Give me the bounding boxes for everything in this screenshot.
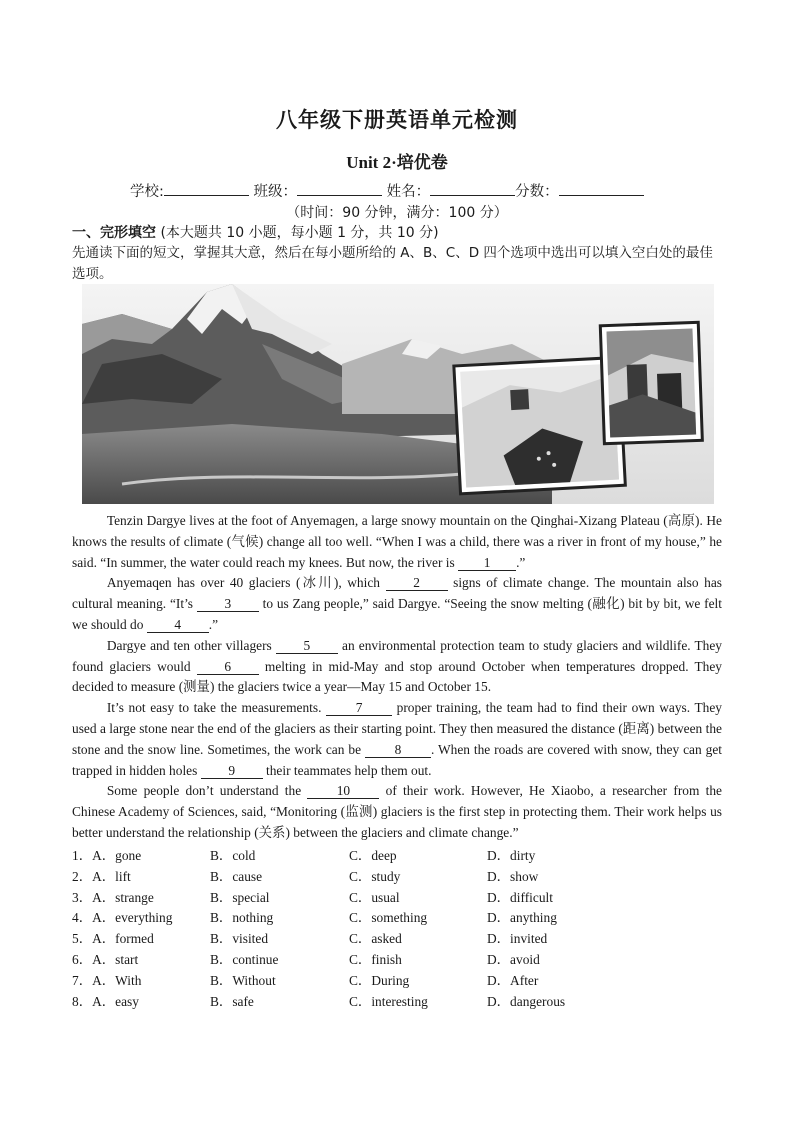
passage-paragraph-4	[72, 698, 722, 781]
answer-blank-2[interactable]: 2	[386, 576, 448, 591]
passage-paragraph-1	[72, 511, 722, 573]
option-a[interactable]: 3．A．strange	[72, 889, 154, 905]
passage-text: proper training, the team had to find their own ways. They used a large stone near the end of the glaciers as their starting point. They then measured the distance (距离) between the stone and the snow line. Sometimes, the work can be	[72, 700, 722, 757]
option-d[interactable]: D．dangerous	[487, 993, 566, 1009]
option-d[interactable]: D．invited	[487, 931, 548, 947]
passage-text: .”	[208, 616, 219, 632]
option-b[interactable]: B．special	[210, 889, 270, 905]
option-c[interactable]: C．study	[349, 868, 401, 884]
answer-blank-7[interactable]: 7	[326, 701, 392, 716]
option-c[interactable]: C．finish	[349, 951, 402, 967]
answer-blank-4[interactable]: 4	[147, 618, 209, 633]
passage-paragraph-5	[72, 781, 722, 843]
option-b[interactable]: B．nothing	[210, 910, 274, 926]
option-d[interactable]: D．difficult	[487, 889, 553, 905]
option-a[interactable]: 7．A．With	[72, 972, 142, 988]
passage-text: Anyemaqen has over 40 glaciers (冰川), which	[106, 575, 386, 591]
option-row-2	[72, 867, 722, 888]
option-c[interactable]: C．something	[349, 910, 428, 926]
answer-blank-6[interactable]: 6	[197, 660, 259, 675]
passage-text: It’s not easy to take the measurements.	[106, 700, 327, 716]
student-info-line	[130, 180, 644, 201]
passage-text: an environmental protection team to study glaciers and wildlife. They found glaciers would	[72, 637, 722, 674]
answer-blank-3[interactable]: 3	[197, 597, 259, 612]
answer-blank-9[interactable]: 9	[201, 764, 263, 779]
passage-paragraph-2	[72, 573, 722, 635]
passage-text: of their work. However, He Xiaobo, a researcher from the Chinese Academy of Sciences, said, “Monitoring (监测) glaciers is the first step in protecting them. Their work helps us better understand the relationship (关系) between the glaciers and climate change.”	[72, 783, 722, 840]
passage-text: .”	[516, 554, 526, 570]
answer-blank-10[interactable]: 10	[307, 784, 379, 799]
passage-text: signs of climate change. The mountain also has cultural meaning. “It’s	[72, 575, 723, 612]
school-blank[interactable]	[164, 181, 249, 196]
option-row-1	[72, 846, 722, 867]
option-a[interactable]: 8．A．easy	[72, 993, 139, 1009]
option-a[interactable]: 2．A．lift	[72, 868, 131, 884]
passage-paragraph-3	[72, 636, 722, 698]
passage-text: melting in mid-May and stop around October when temperatures dropped. They decided to measure (测量) the glaciers twice a year—May 15 and October 15.	[72, 658, 723, 695]
option-a[interactable]: 4．A．everything	[72, 910, 173, 926]
passage-text: Tenzin Dargye lives at the foot of Anyemagen, a large snowy mountain on the Qinghai-Xizang Plateau (高原). He knows the results of climate (气候) change all too well. “When I was a child, there was a river in front of my house,” he said. “In summer, the water could reach my knees. But now, the river is	[72, 513, 722, 570]
section-title: 一、完形填空	[72, 225, 156, 241]
option-b[interactable]: B．safe	[210, 993, 254, 1009]
class-blank[interactable]	[297, 181, 382, 196]
option-d[interactable]: D．show	[487, 868, 539, 884]
glacier-mountain-photo	[82, 284, 714, 504]
answer-blank-5[interactable]: 5	[276, 639, 338, 654]
option-d[interactable]: D．anything	[487, 910, 557, 926]
option-row-3	[72, 888, 722, 909]
section-heading	[72, 222, 439, 242]
option-row-4	[72, 908, 722, 929]
option-c[interactable]: C．asked	[349, 931, 402, 947]
name-label: 姓名：	[386, 184, 431, 200]
name-blank[interactable]	[430, 181, 515, 196]
score-label: 分数：	[515, 184, 559, 200]
cloze-passage	[72, 511, 722, 844]
passage-text: . When the roads are covered with snow, they can get trapped in hidden holes	[72, 741, 722, 778]
option-c[interactable]: C．usual	[349, 889, 400, 905]
passage-text: to us Zang people,” said Dargye. “Seeing the snow melting (融化) bit by bit, we felt we should do	[72, 596, 722, 632]
option-row-7	[72, 971, 722, 992]
option-b[interactable]: B．cold	[210, 848, 256, 863]
section-instructions: 先通读下面的短文，掌握其大意，然后在每小题所给的 A、B、C、D 四个选项中选出可以填入空白处的最佳选项。	[72, 245, 713, 282]
option-b[interactable]: B．Without	[210, 972, 276, 988]
passage-text: Dargye and ten other villagers	[106, 637, 276, 653]
class-label: 班级：	[253, 184, 297, 200]
time-note: （时间：90 分钟，满分：100 分）	[286, 205, 508, 221]
page-title: 八年级下册英语单元检测	[276, 108, 518, 132]
option-d[interactable]: D．dirty	[487, 848, 536, 863]
option-a[interactable]: 6．A．start	[72, 951, 139, 967]
option-d[interactable]: D．After	[487, 972, 539, 988]
section-note: (本大题共 10 小题，每小题 1 分，共 10 分)	[160, 225, 439, 241]
option-row-8	[72, 992, 722, 1013]
school-label: 学校:	[130, 184, 164, 200]
option-c[interactable]: C．During	[349, 972, 410, 988]
option-a[interactable]: 5．A．formed	[72, 931, 154, 947]
option-row-5	[72, 929, 722, 950]
option-c[interactable]: C．interesting	[349, 993, 428, 1009]
page-subtitle: Unit 2·培优卷	[346, 153, 448, 172]
option-b[interactable]: B．visited	[210, 931, 269, 947]
option-b[interactable]: B．cause	[210, 868, 263, 884]
option-a[interactable]: 1．A．gone	[72, 848, 142, 863]
option-d[interactable]: D．avoid	[487, 951, 540, 967]
option-row-6	[72, 950, 722, 971]
option-b[interactable]: B．continue	[210, 951, 279, 967]
answer-options	[72, 846, 722, 1012]
passage-text: their teammates help them out.	[262, 762, 432, 778]
answer-blank-8[interactable]: 8	[365, 743, 431, 758]
option-c[interactable]: C．deep	[349, 848, 397, 863]
score-blank[interactable]	[559, 181, 644, 196]
answer-blank-1[interactable]: 1	[458, 556, 516, 571]
passage-text: Some people don’t understand the	[106, 783, 308, 799]
